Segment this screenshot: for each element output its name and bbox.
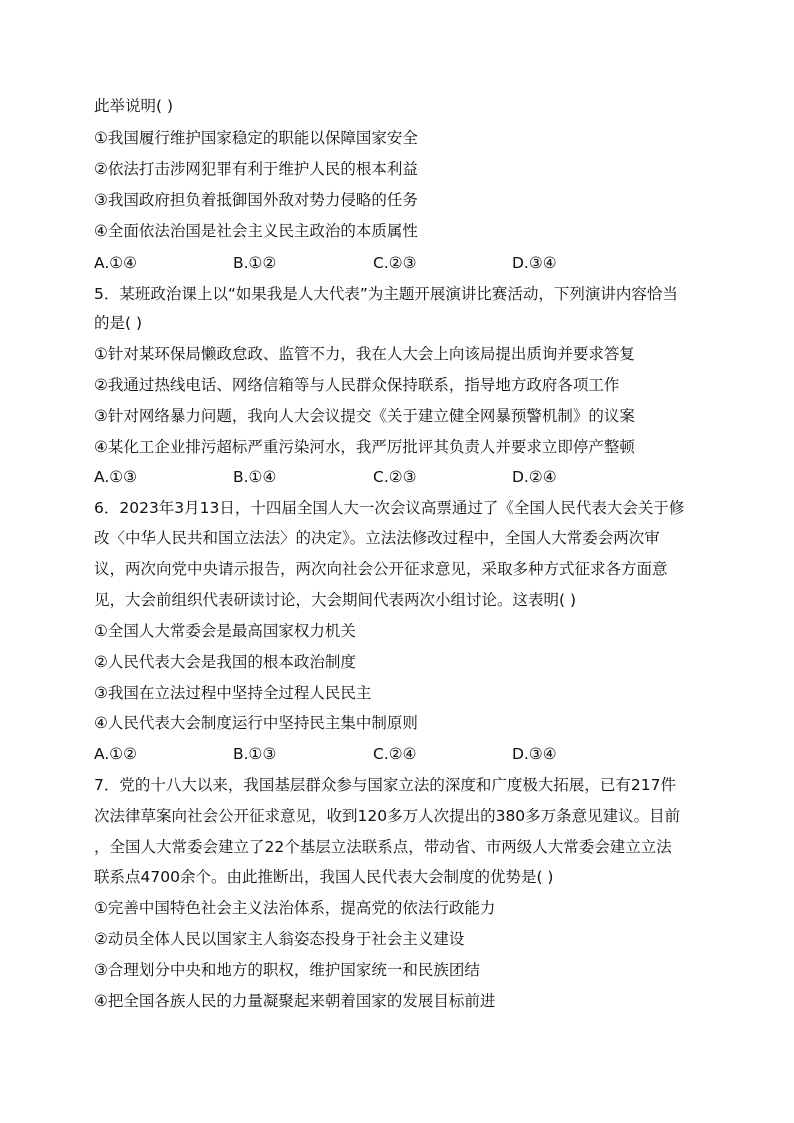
question-4-item-4: ④全面依法治国是社会主义民主政治的本质属性	[94, 222, 418, 240]
option-a: A.①②	[94, 745, 138, 763]
question-5-item-3: ③针对网络暴力问题，我向人大会议提交《关于建立健全网暴预警机制》的议案	[94, 407, 635, 425]
question-5-stem-line-2: 的是( )	[94, 314, 143, 332]
question-7-stem-line-2: 次法律草案向社会公开征求意见，收到120多万人次提出的380多万条意见建议。目前	[94, 807, 681, 825]
question-7-stem-line-1: 7．党的十八大以来，我国基层群众参与国家立法的深度和广度极大拓展，已有217件	[94, 776, 676, 794]
question-6-item-3: ③我国在立法过程中坚持全过程人民民主	[94, 684, 372, 702]
question-7-item-1: ①完善中国特色社会主义法治体系，提高党的依法行政能力	[94, 899, 496, 917]
question-7-stem-line-3: ，全国人大常委会建立了22个基层立法联系点，带动省、市两级人大常委会建立立法	[94, 838, 672, 856]
question-4-item-1: ①我国履行维护国家稳定的职能以保障国家安全	[94, 129, 418, 147]
question-6-item-2: ②人民代表大会是我国的根本政治制度	[94, 653, 356, 671]
option-c: C.②④	[373, 745, 417, 763]
question-4-item-2: ②依法打击涉网犯罪有利于维护人民的根本利益	[94, 160, 418, 178]
question-7-item-2: ②动员全体人民以国家主人翁姿态投身于社会主义建设	[94, 930, 465, 948]
question-7-stem-line-4: 联系点4700余个。由此推断出，我国人民代表大会制度的优势是( )	[94, 868, 554, 886]
option-b: B.①②	[233, 254, 277, 272]
option-d: D.③④	[512, 745, 557, 763]
question-5-item-4: ④某化工企业排污超标严重污染河水，我严厉批评其负责人并要求立即停产整顿	[94, 438, 635, 456]
question-4-item-3: ③我国政府担负着抵御国外敌对势力侵略的任务	[94, 191, 418, 209]
question-6-stem-line-3: 议，两次向党中央请示报告，两次向社会公开征求意见，采取多种方式征求各方面意	[94, 560, 668, 578]
question-4-stem-tail: 此举说明( )	[94, 97, 174, 115]
question-6-stem-line-4: 见，大会前组织代表研读讨论，大会期间代表两次小组讨论。这表明( )	[94, 591, 577, 609]
question-5-options	[94, 467, 694, 487]
option-b: B.①④	[233, 468, 277, 486]
option-d: D.③④	[512, 254, 557, 272]
question-6-item-1: ①全国人大常委会是最高国家权力机关	[94, 622, 356, 640]
question-6-stem-line-1: 6．2023年3月13日，十四届全国人大一次会议高票通过了《全国人民代表大会关于修	[94, 499, 685, 517]
option-b: B.①③	[233, 745, 277, 763]
question-5-item-2: ②我通过热线电话、网络信箱等与人民群众保持联系，指导地方政府各项工作	[94, 376, 620, 394]
option-a: A.①③	[94, 468, 138, 486]
question-7-item-4: ④把全国各族人民的力量凝聚起来朝着国家的发展目标前进	[94, 992, 496, 1010]
question-7-item-3: ③合理划分中央和地方的职权，维护国家统一和民族团结	[94, 961, 480, 979]
question-5-item-1: ①针对某环保局懒政怠政、监管不力，我在人大会上向该局提出质询并要求答复	[94, 345, 635, 363]
option-c: C.②③	[373, 468, 417, 486]
option-a: A.①④	[94, 254, 138, 272]
question-6-item-4: ④人民代表大会制度运行中坚持民主集中制原则	[94, 714, 418, 732]
question-6-stem-line-2: 改〈中华人民共和国立法法〉的决定》。立法法修改过程中，全国人大常委会两次审	[94, 529, 660, 547]
option-d: D.②④	[512, 468, 557, 486]
question-6-options	[94, 744, 694, 764]
question-4-options	[94, 253, 694, 273]
question-5-stem-line-1: 5．某班政治课上以“如果我是人大代表”为主题开展演讲比赛活动，下列演讲内容恰当	[94, 285, 678, 303]
option-c: C.②③	[373, 254, 417, 272]
